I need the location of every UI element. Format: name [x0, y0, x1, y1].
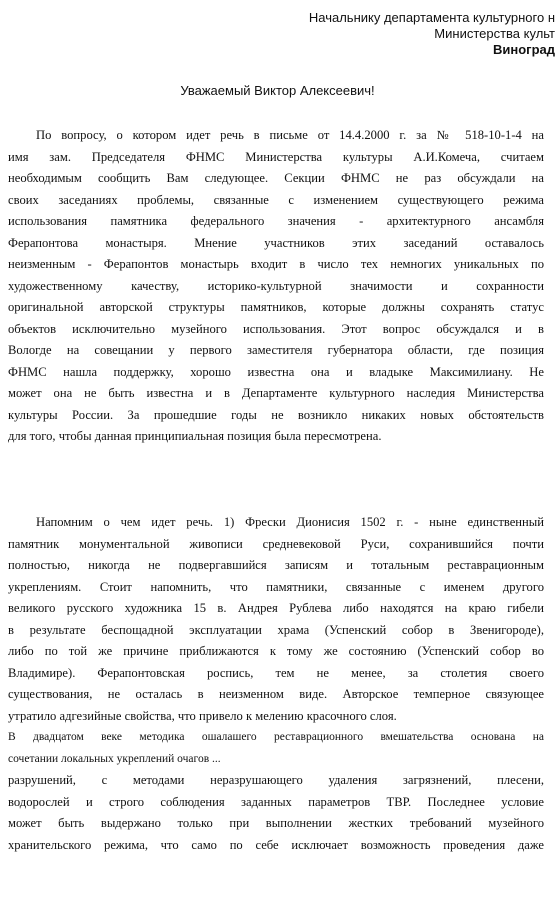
text-line: Ферапонтова монастыря. Мнение участников этих заседаний оставалось	[8, 235, 544, 250]
addressee-line-1: Начальнику департамента культурного н	[308, 10, 555, 25]
text-line: своих заседаниях проблемы, связанные с изменением существующего режима	[8, 192, 544, 207]
text-line: имя зам. Председателя ФНМС Министерства культуры А.И.Комеча, считаем	[8, 149, 544, 164]
text-line: в результате беспощадной эксплуатации храма (Успенский собор в Звенигороде),	[8, 622, 544, 637]
text-line: культуры России. За прошедшие годы не возникло никаких новых обстоятельств	[8, 407, 544, 422]
text-line: ФНМС нашла поддержку, хорошо известна она и владыке Максимилиану. Не	[8, 364, 544, 379]
text-line: Напомним о чем идет речь. 1) Фрески Дионисия 1502 г. - ныне единственный	[36, 515, 544, 529]
text-line: либо по той же причине приближаются к тому же состоянию (Успенский собор во	[8, 644, 544, 658]
addressee-line-2: Министерства культ	[434, 26, 555, 41]
paragraph-2	[8, 512, 544, 856]
text-line: По вопросу, о котором идет речь в письме от 14.4.2000 г. за № 518-10-1-4 на	[36, 128, 544, 142]
text-line: полностью, никогда не подвергавшийся записям и тотальным реставрационным	[8, 558, 544, 572]
text-line: памятник монументальной живописи средневековой Руси, сохранившийся почти	[8, 536, 544, 551]
text-line: хранительского режима, что само по себе исключает возможность проведения даже	[8, 837, 544, 852]
addressee-block	[309, 10, 555, 58]
text-line: может быть выдержано только при выполнении жестких требований музейного	[8, 816, 544, 830]
text-line: сочетании локальных укреплений очагов ...	[8, 752, 221, 765]
text-line: может она не быть известна и в Департаменте культурного наследия Министерства	[8, 386, 544, 400]
text-line: объектов исключительно музейного использования. Этот вопрос обсуждался и в	[8, 321, 544, 336]
greeting: Уважаемый Виктор Алексеевич!	[180, 83, 375, 98]
text-line: существования, не осталась в неизменном виде. Авторское темперное связующее	[8, 687, 544, 701]
text-line: разрушений, с методами неразрушающего удаления загрязнений, плесени,	[8, 773, 544, 787]
text-line: водорослей и строго соблюдения заданных параметров ТВР. Последнее условие	[8, 794, 544, 809]
text-line: В двадцатом веке методика ошалашего реставрационного вмешательства основана на	[8, 731, 544, 743]
text-line: Владимире). Ферапонтовская роспись, тем не менее, за столетия своего	[8, 665, 544, 680]
text-line: Вологде на совещании у первого заместителя губернатора области, где позиция	[8, 343, 544, 357]
addressee-line-3: Виноград	[492, 42, 555, 57]
text-line: утратило адгезийные свойства, что привело к мелению красочного слоя.	[8, 708, 397, 723]
paragraph-1	[8, 125, 544, 448]
text-line: для того, чтобы данная принципиальная позиция была пересмотрена.	[8, 429, 382, 443]
text-line: великого русского художника 15 в. Андрея Рублева либо находятся на краю гибели	[8, 601, 544, 615]
text-line: необходимым сообщить Вам следующее. Секции ФНМС не раз обсуждали на	[8, 171, 544, 185]
text-line: оригинальной авторской структуры памятников, которые должны сохранять статус	[8, 300, 544, 314]
text-line: использования памятника федерального значения - архитектурного ансамбля	[8, 214, 544, 228]
text-line: художественному качеству, историко-культурной значимости и сохранности	[8, 278, 544, 293]
text-line: укреплениям. Стоит напомнить, что памятники, связанные с именем другого	[8, 579, 544, 594]
text-line: неизменным - Ферапонтов монастырь входит в число тех немногих уникальных по	[8, 257, 544, 271]
